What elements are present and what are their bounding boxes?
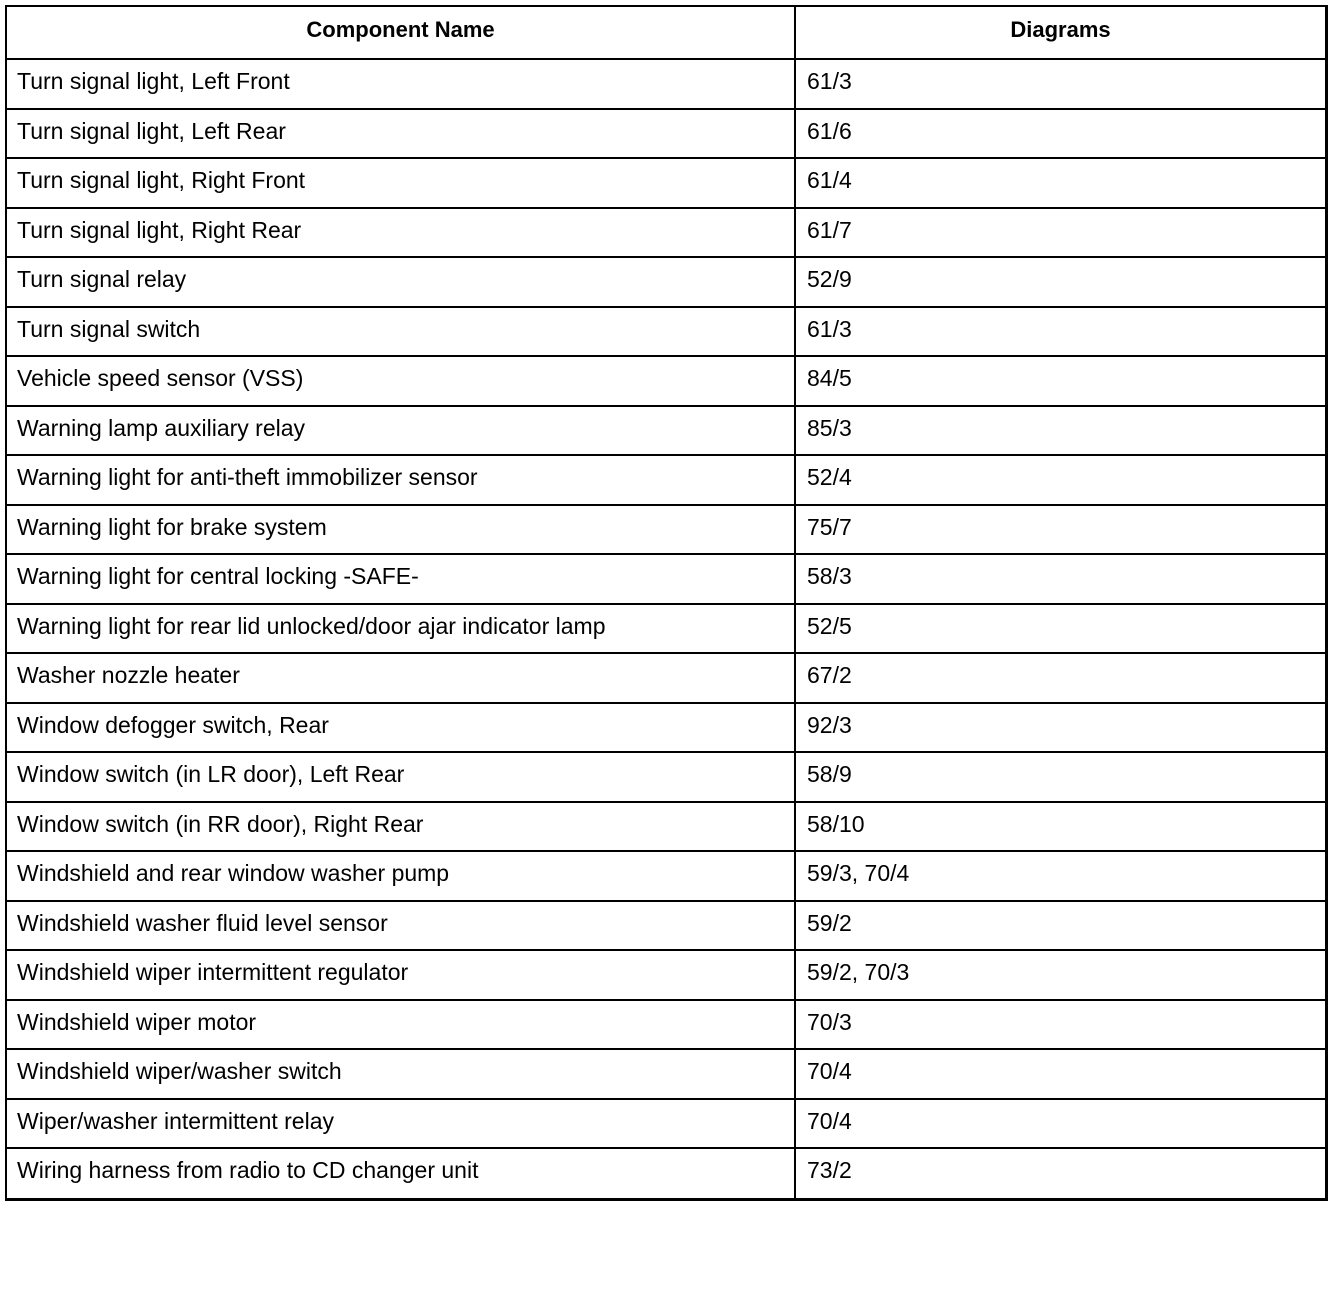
table-row: [7, 208, 1325, 258]
component-name-cell: Turn signal light, Right Front: [7, 158, 795, 208]
diagram-ref-cell: 52/4: [795, 455, 1325, 505]
table-row: [7, 307, 1325, 357]
diagram-ref-cell: 59/2: [795, 901, 1325, 951]
table-row: [7, 257, 1325, 307]
component-name-cell: Warning light for brake system: [7, 505, 795, 555]
component-name-cell: Washer nozzle heater: [7, 653, 795, 703]
component-table-frame: [5, 5, 1328, 1201]
table-row: [7, 703, 1325, 753]
diagram-ref-cell: 52/9: [795, 257, 1325, 307]
table-row: [7, 802, 1325, 852]
diagram-ref-cell: 59/2, 70/3: [795, 950, 1325, 1000]
table-header-row: [7, 7, 1325, 59]
component-name-cell: Wiring harness from radio to CD changer unit: [7, 1148, 795, 1198]
table-row: [7, 653, 1325, 703]
diagram-ref-cell: 61/7: [795, 208, 1325, 258]
table-row: [7, 950, 1325, 1000]
diagram-ref-cell: 58/3: [795, 554, 1325, 604]
header-component-name: Component Name: [7, 7, 795, 59]
diagram-ref-cell: 61/3: [795, 307, 1325, 357]
component-name-cell: Window switch (in RR door), Right Rear: [7, 802, 795, 852]
table-row: [7, 455, 1325, 505]
table-row: [7, 1049, 1325, 1099]
diagram-ref-cell: 67/2: [795, 653, 1325, 703]
table-row: [7, 356, 1325, 406]
component-name-cell: Window switch (in LR door), Left Rear: [7, 752, 795, 802]
table-row: [7, 1148, 1325, 1198]
table-row: [7, 59, 1325, 109]
component-name-cell: Warning light for rear lid unlocked/door ajar indicator lamp: [7, 604, 795, 654]
component-name-cell: Wiper/washer intermittent relay: [7, 1099, 795, 1149]
table-row: [7, 752, 1325, 802]
table-row: [7, 901, 1325, 951]
diagram-ref-cell: 61/6: [795, 109, 1325, 159]
component-name-cell: Turn signal light, Left Front: [7, 59, 795, 109]
component-name-cell: Turn signal switch: [7, 307, 795, 357]
header-diagrams: Diagrams: [795, 7, 1325, 59]
diagram-ref-cell: 61/4: [795, 158, 1325, 208]
table-row: [7, 406, 1325, 456]
diagram-ref-cell: 58/9: [795, 752, 1325, 802]
diagram-ref-cell: 92/3: [795, 703, 1325, 753]
table-row: [7, 505, 1325, 555]
component-name-cell: Windshield wiper motor: [7, 1000, 795, 1050]
component-name-cell: Windshield wiper/washer switch: [7, 1049, 795, 1099]
component-name-cell: Turn signal relay: [7, 257, 795, 307]
component-diagram-table: [7, 7, 1325, 1198]
component-name-cell: Turn signal light, Left Rear: [7, 109, 795, 159]
component-name-cell: Warning lamp auxiliary relay: [7, 406, 795, 456]
component-name-cell: Windshield wiper intermittent regulator: [7, 950, 795, 1000]
diagram-ref-cell: 70/4: [795, 1099, 1325, 1149]
component-name-cell: Windshield washer fluid level sensor: [7, 901, 795, 951]
diagram-ref-cell: 59/3, 70/4: [795, 851, 1325, 901]
diagram-ref-cell: 73/2: [795, 1148, 1325, 1198]
table-row: [7, 109, 1325, 159]
diagram-ref-cell: 70/4: [795, 1049, 1325, 1099]
table-row: [7, 851, 1325, 901]
diagram-ref-cell: 75/7: [795, 505, 1325, 555]
table-row: [7, 604, 1325, 654]
table-row: [7, 158, 1325, 208]
table-body: [7, 59, 1325, 1198]
diagram-ref-cell: 85/3: [795, 406, 1325, 456]
component-name-cell: Turn signal light, Right Rear: [7, 208, 795, 258]
component-name-cell: Windshield and rear window washer pump: [7, 851, 795, 901]
diagram-ref-cell: 70/3: [795, 1000, 1325, 1050]
diagram-ref-cell: 52/5: [795, 604, 1325, 654]
component-name-cell: Window defogger switch, Rear: [7, 703, 795, 753]
diagram-ref-cell: 61/3: [795, 59, 1325, 109]
table-row: [7, 1099, 1325, 1149]
table-row: [7, 1000, 1325, 1050]
diagram-ref-cell: 84/5: [795, 356, 1325, 406]
diagram-ref-cell: 58/10: [795, 802, 1325, 852]
component-name-cell: Warning light for anti-theft immobilizer sensor: [7, 455, 795, 505]
component-name-cell: Warning light for central locking -SAFE-: [7, 554, 795, 604]
component-name-cell: Vehicle speed sensor (VSS): [7, 356, 795, 406]
table-row: [7, 554, 1325, 604]
